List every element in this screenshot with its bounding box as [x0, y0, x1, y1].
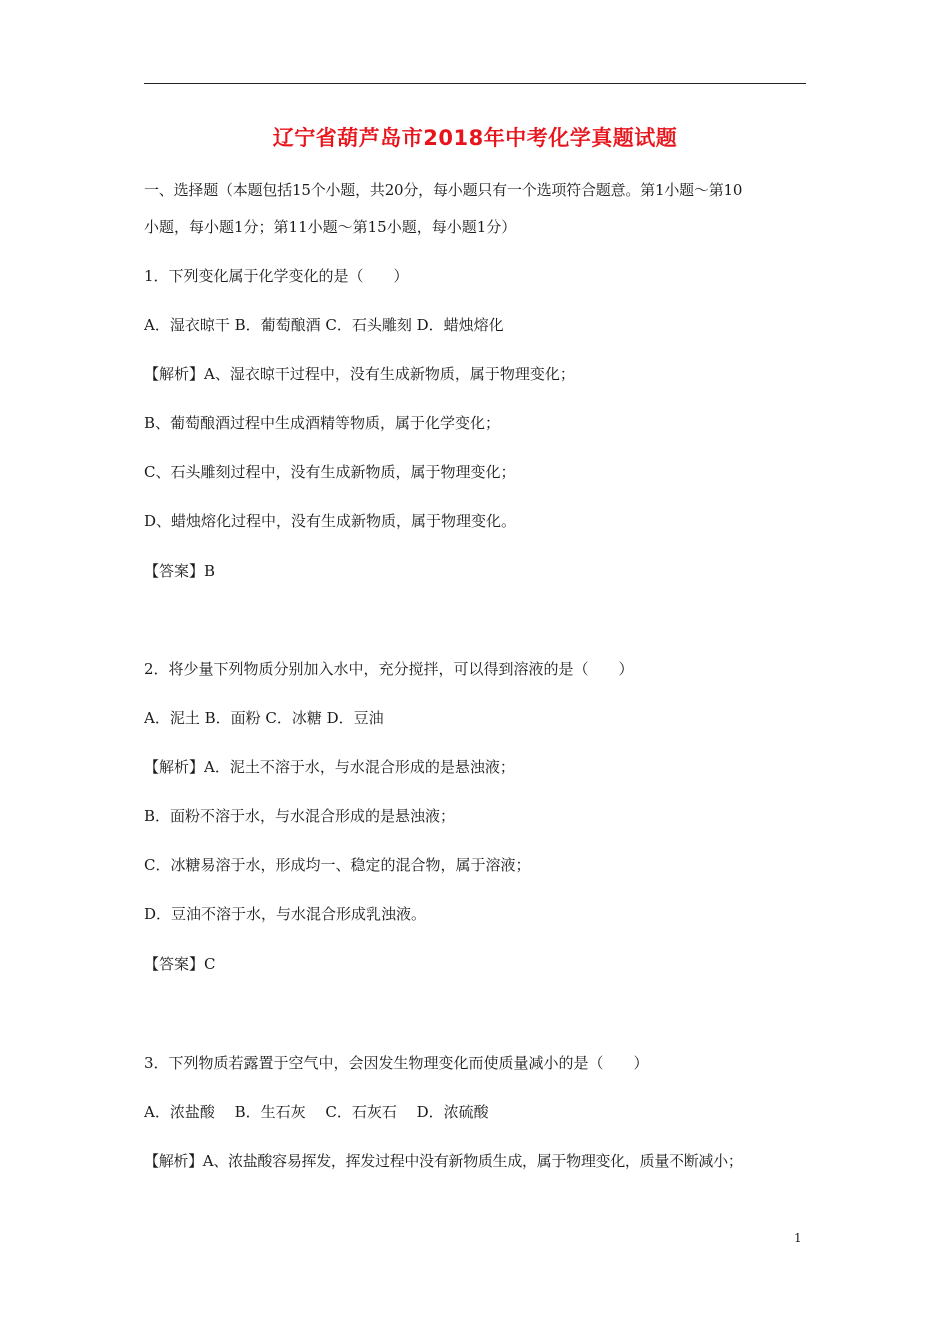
- section-intro-line-1: 一、选择题（本题包括15个小题，共20分，每小题只有一个选项符合题意。第1小题～第10: [144, 181, 743, 199]
- question-3-options: A．浓盐酸 B．生石灰 C．石灰石 D．浓硫酸: [144, 1103, 489, 1121]
- question-1-answer: 【答案】B: [144, 562, 216, 580]
- question-3-analysis-1: 【解析】A、浓盐酸容易挥发，挥发过程中没有新物质生成，属于物理变化，质量不断减小；: [144, 1152, 743, 1170]
- question-1-analysis-3: C、石头雕刻过程中，没有生成新物质，属于物理变化；: [144, 463, 516, 481]
- section-intro-line-2: 小题，每小题1分；第11小题～第15小题，每小题1分）: [144, 218, 517, 236]
- question-3-stem: 3．下列物质若露置于空气中，会因发生物理变化而使质量减小的是（ ）: [144, 1054, 649, 1072]
- question-2-analysis-4: D．豆油不溶于水，与水混合形成乳浊液。: [144, 905, 427, 923]
- question-2-analysis-3: C．冰糖易溶于水，形成均一、稳定的混合物，属于溶液；: [144, 856, 531, 874]
- question-1-options: A．湿衣晾干 B．葡萄酿酒 C．石头雕刻 D．蜡烛熔化: [144, 316, 504, 334]
- header-rule: [144, 83, 806, 84]
- question-2-analysis-2: B．面粉不溶于水，与水混合形成的是悬浊液；: [144, 807, 456, 825]
- question-2-analysis-1: 【解析】A．泥土不溶于水，与水混合形成的是悬浊液；: [144, 758, 515, 776]
- question-2-answer: 【答案】C: [144, 955, 216, 973]
- page-title: 辽宁省葫芦岛市2018年中考化学真题试题: [272, 126, 678, 150]
- question-1-stem: 1．下列变化属于化学变化的是（ ）: [144, 267, 409, 285]
- question-1-analysis-1: 【解析】A、湿衣晾干过程中，没有生成新物质，属于物理变化；: [144, 365, 575, 383]
- question-2-stem: 2．将少量下列物质分别加入水中，充分搅拌，可以得到溶液的是（ ）: [144, 660, 634, 678]
- question-1-analysis-4: D、蜡烛熔化过程中，没有生成新物质，属于物理变化。: [144, 512, 517, 530]
- question-2-options: A．泥土 B．面粉 C．冰糖 D．豆油: [144, 709, 384, 727]
- page-number: 1: [794, 1231, 802, 1245]
- question-1-analysis-2: B、葡萄酿酒过程中生成酒精等物质，属于化学变化；: [144, 414, 501, 432]
